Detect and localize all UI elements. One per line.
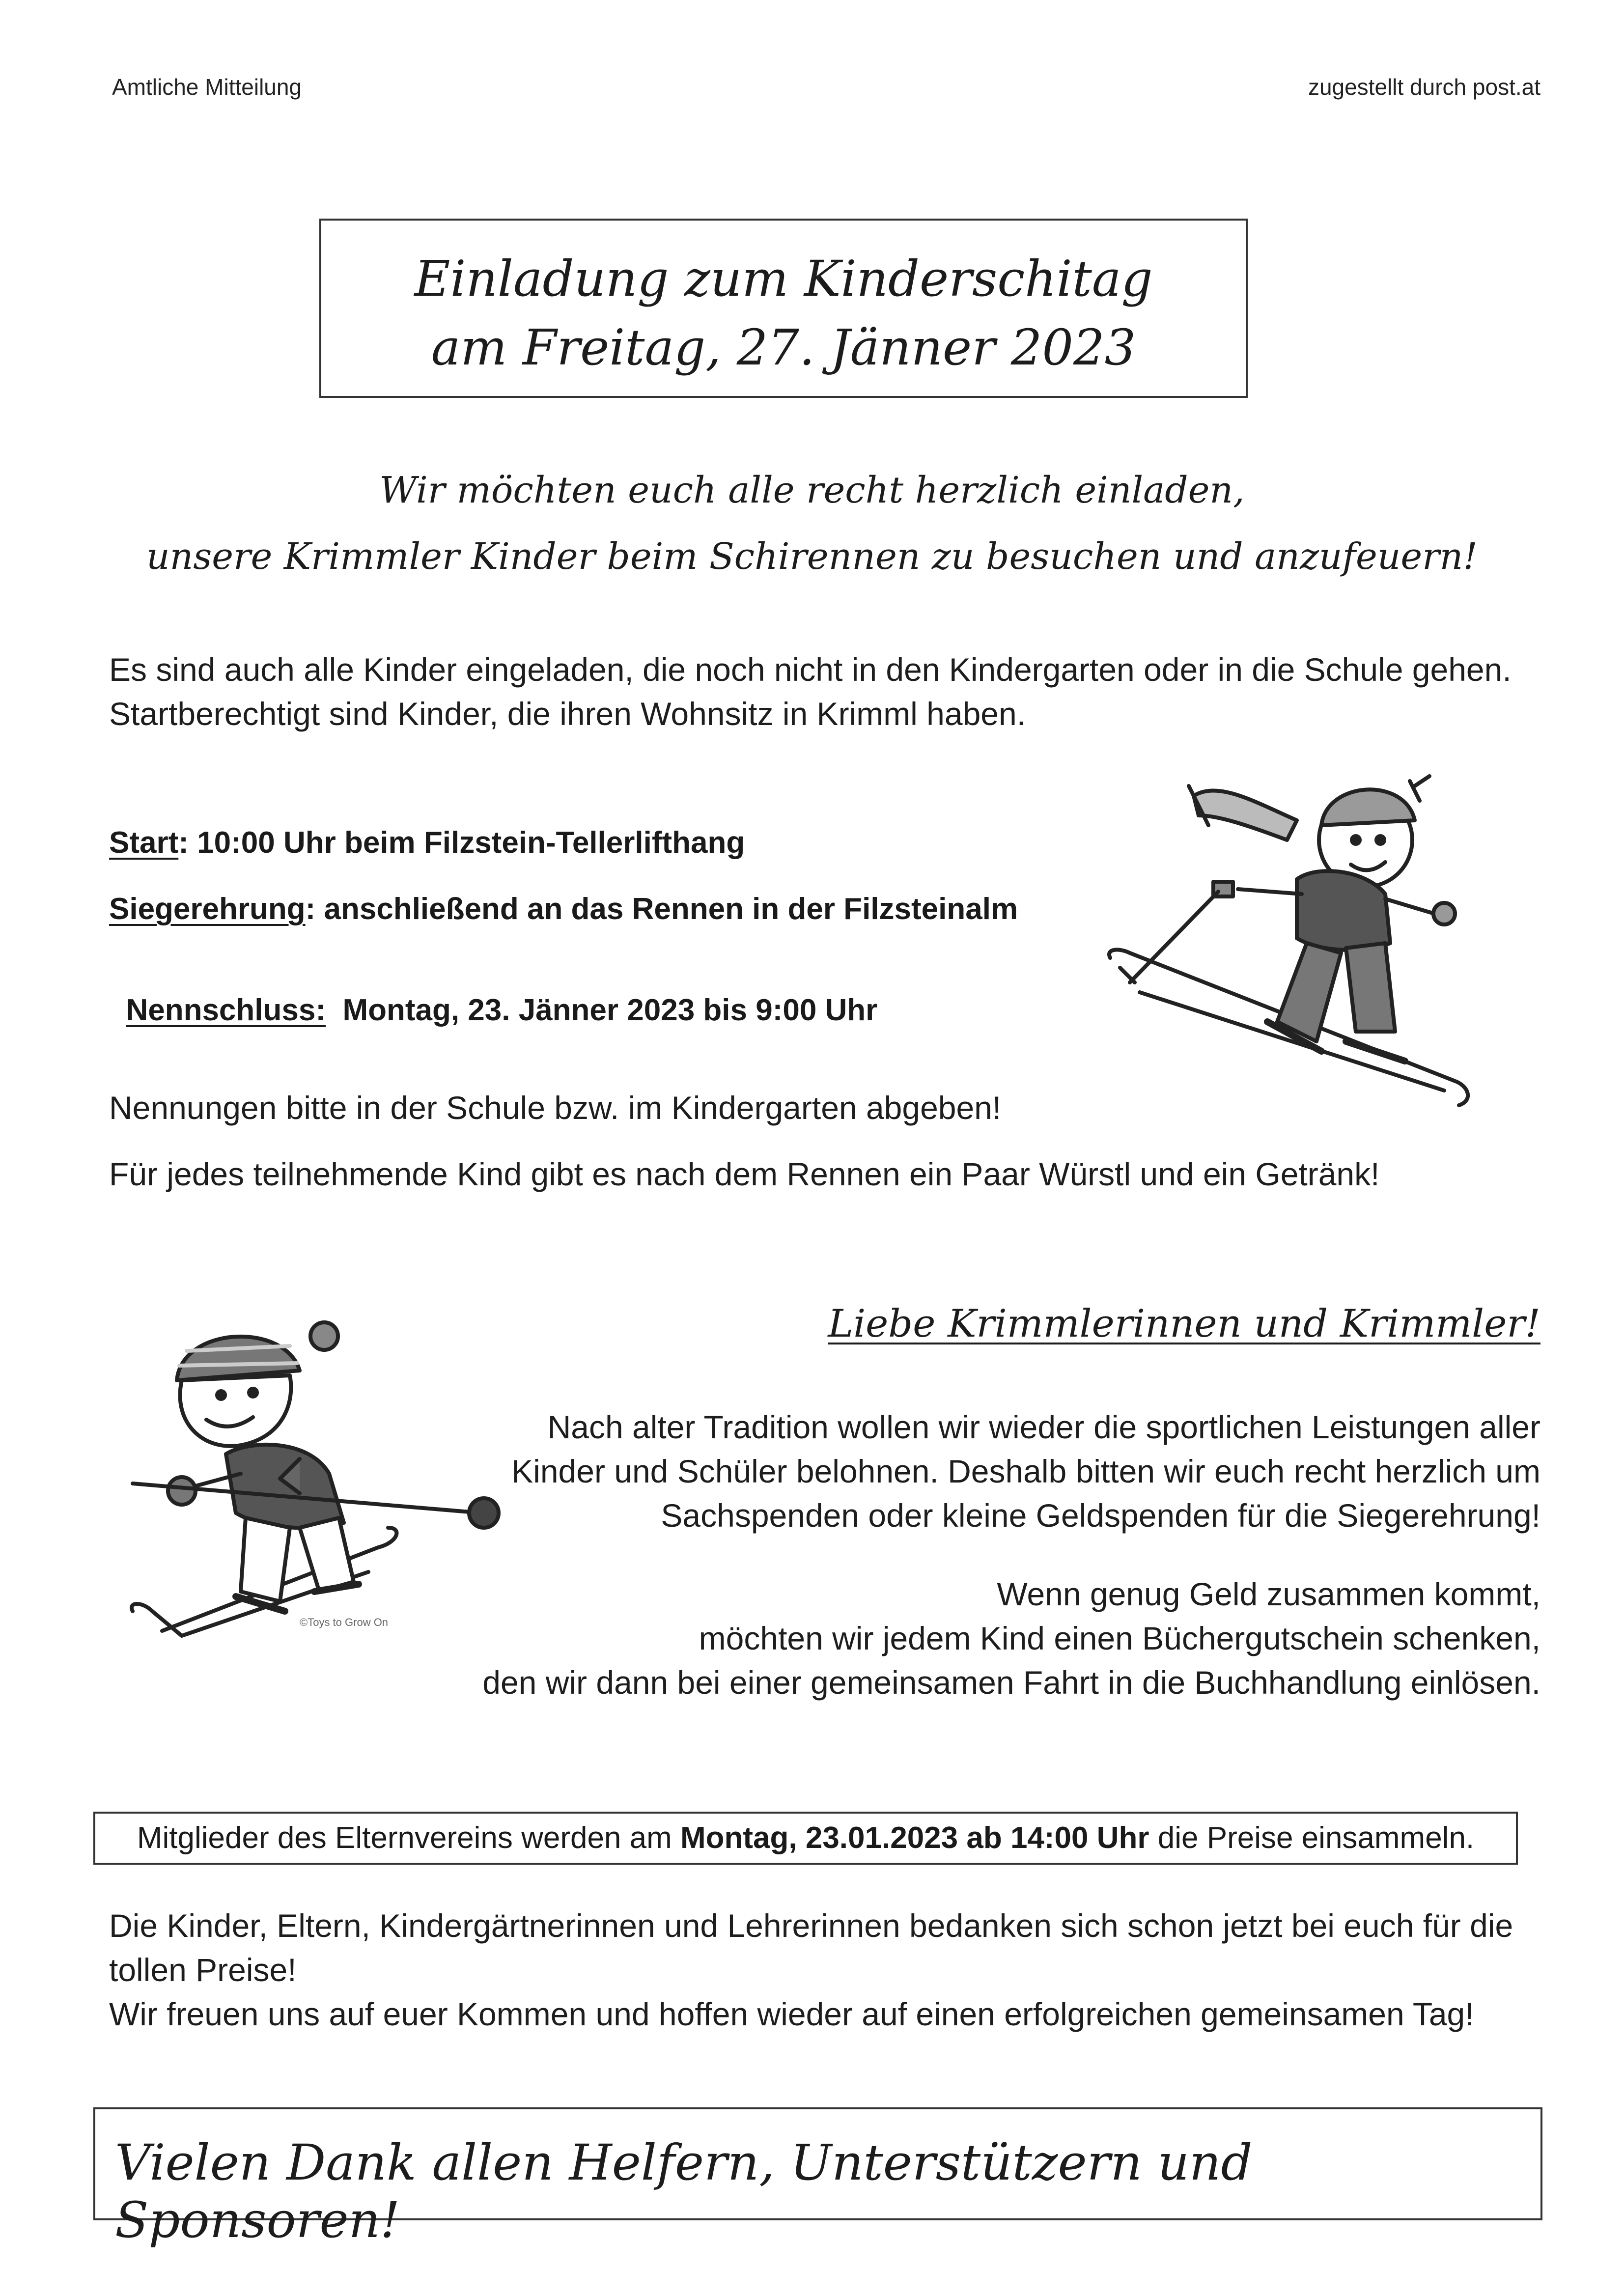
title-line-1: Einladung zum Kinderschitag [414, 250, 1153, 308]
notes-line-2: Für jedes teilnehmende Kind gibt es nach dem Rennen ein Paar Würstl und ein Getränk! [109, 1156, 1380, 1192]
registration-deadline-row [109, 958, 877, 1028]
start-label: Start [109, 826, 179, 860]
closing-line-3: Wir freuen uns auf euer Kommen und hoffen wieder auf einen erfolgreichen gemeinsamen Tag! [109, 1996, 1474, 2032]
delivery-note: zugestellt durch post.at [1308, 74, 1540, 100]
thanks-box [93, 2107, 1542, 2249]
intro-line-1: Es sind auch alle Kinder eingeladen, die noch nicht in den Kindergarten oder in die Schule gehen. [109, 651, 1512, 688]
award-ceremony-row [109, 892, 1018, 926]
appeal-p1-line-1: Nach alter Tradition wollen wir wieder die sportlichen Leistungen aller [547, 1409, 1540, 1445]
closing-line-2: tollen Preise! [109, 1952, 297, 1988]
notes-line-1: Nennungen bitte in der Schule bzw. im Kindergarten abgeben! [109, 1090, 1002, 1126]
start-row [109, 825, 745, 860]
appeal-p1-line-3: Sachspenden oder kleine Geldspenden für die Siegerehrung! [661, 1497, 1540, 1534]
intro-line-2: Startberechtigt sind Kinder, die ihren Wohnsitz in Krimml haben. [109, 696, 1026, 732]
title-line-2: am Freitag, 27. Jänner 2023 [431, 319, 1136, 376]
collection-suffix: die Preise einsammeln. [1149, 1821, 1475, 1855]
appeal-p2-line-2: möchten wir jedem Kind einen Büchergutschein schenken, [699, 1620, 1540, 1656]
collection-date: Montag, 23.01.2023 ab 14:00 Uhr [680, 1821, 1149, 1855]
registration-deadline-value: Montag, 23. Jänner 2023 bis 9:00 Uhr [326, 993, 878, 1027]
start-separator: : [178, 826, 189, 860]
appeal-p1-line-2: Kinder und Schüler belohnen. Deshalb bitten wir euch recht herzlich um [511, 1453, 1540, 1489]
award-ceremony-label: Siegerehrung [109, 892, 306, 926]
invite-line-2: unsere Krimmler Kinder beim Schirennen zu besuchen und anzufeuern! [146, 535, 1478, 578]
title-box [319, 219, 1248, 398]
skier-illustration-right [1091, 766, 1484, 1110]
closing-line-1: Die Kinder, Eltern, Kindergärtnerinnen und Lehrerinnen bedanken sich schon jetzt bei euch für die [109, 1907, 1513, 1944]
skier-illustration-left [123, 1316, 506, 1660]
collection-info-box [93, 1812, 1518, 1865]
appeal-p2-line-1: Wenn genug Geld zusammen kommt, [997, 1576, 1540, 1612]
official-notice-label: Amtliche Mitteilung [112, 74, 302, 100]
appeal-p2-line-3: den wir dann bei einer gemeinsamen Fahrt in die Buchhandlung einlösen. [482, 1664, 1540, 1701]
registration-deadline-label: Nennschluss: [126, 993, 326, 1027]
start-value: 10:00 Uhr beim Filzstein-Tellerlifthang [188, 826, 745, 860]
thanks-message: Vielen Dank allen Helfern, Unterstützern und Sponsoren! [115, 2134, 1253, 2249]
image-credit: ©Toys to Grow On [300, 1616, 389, 1628]
award-ceremony-value: : anschließend an das Rennen in der Filzsteinalm [305, 892, 1018, 926]
collection-prefix: Mitglieder des Elternvereins werden am [137, 1821, 680, 1855]
appeal-heading: Liebe Krimmlerinnen und Krimmler! [828, 1302, 1540, 1346]
invite-line-1: Wir möchten euch alle recht herzlich einladen, [379, 469, 1245, 511]
